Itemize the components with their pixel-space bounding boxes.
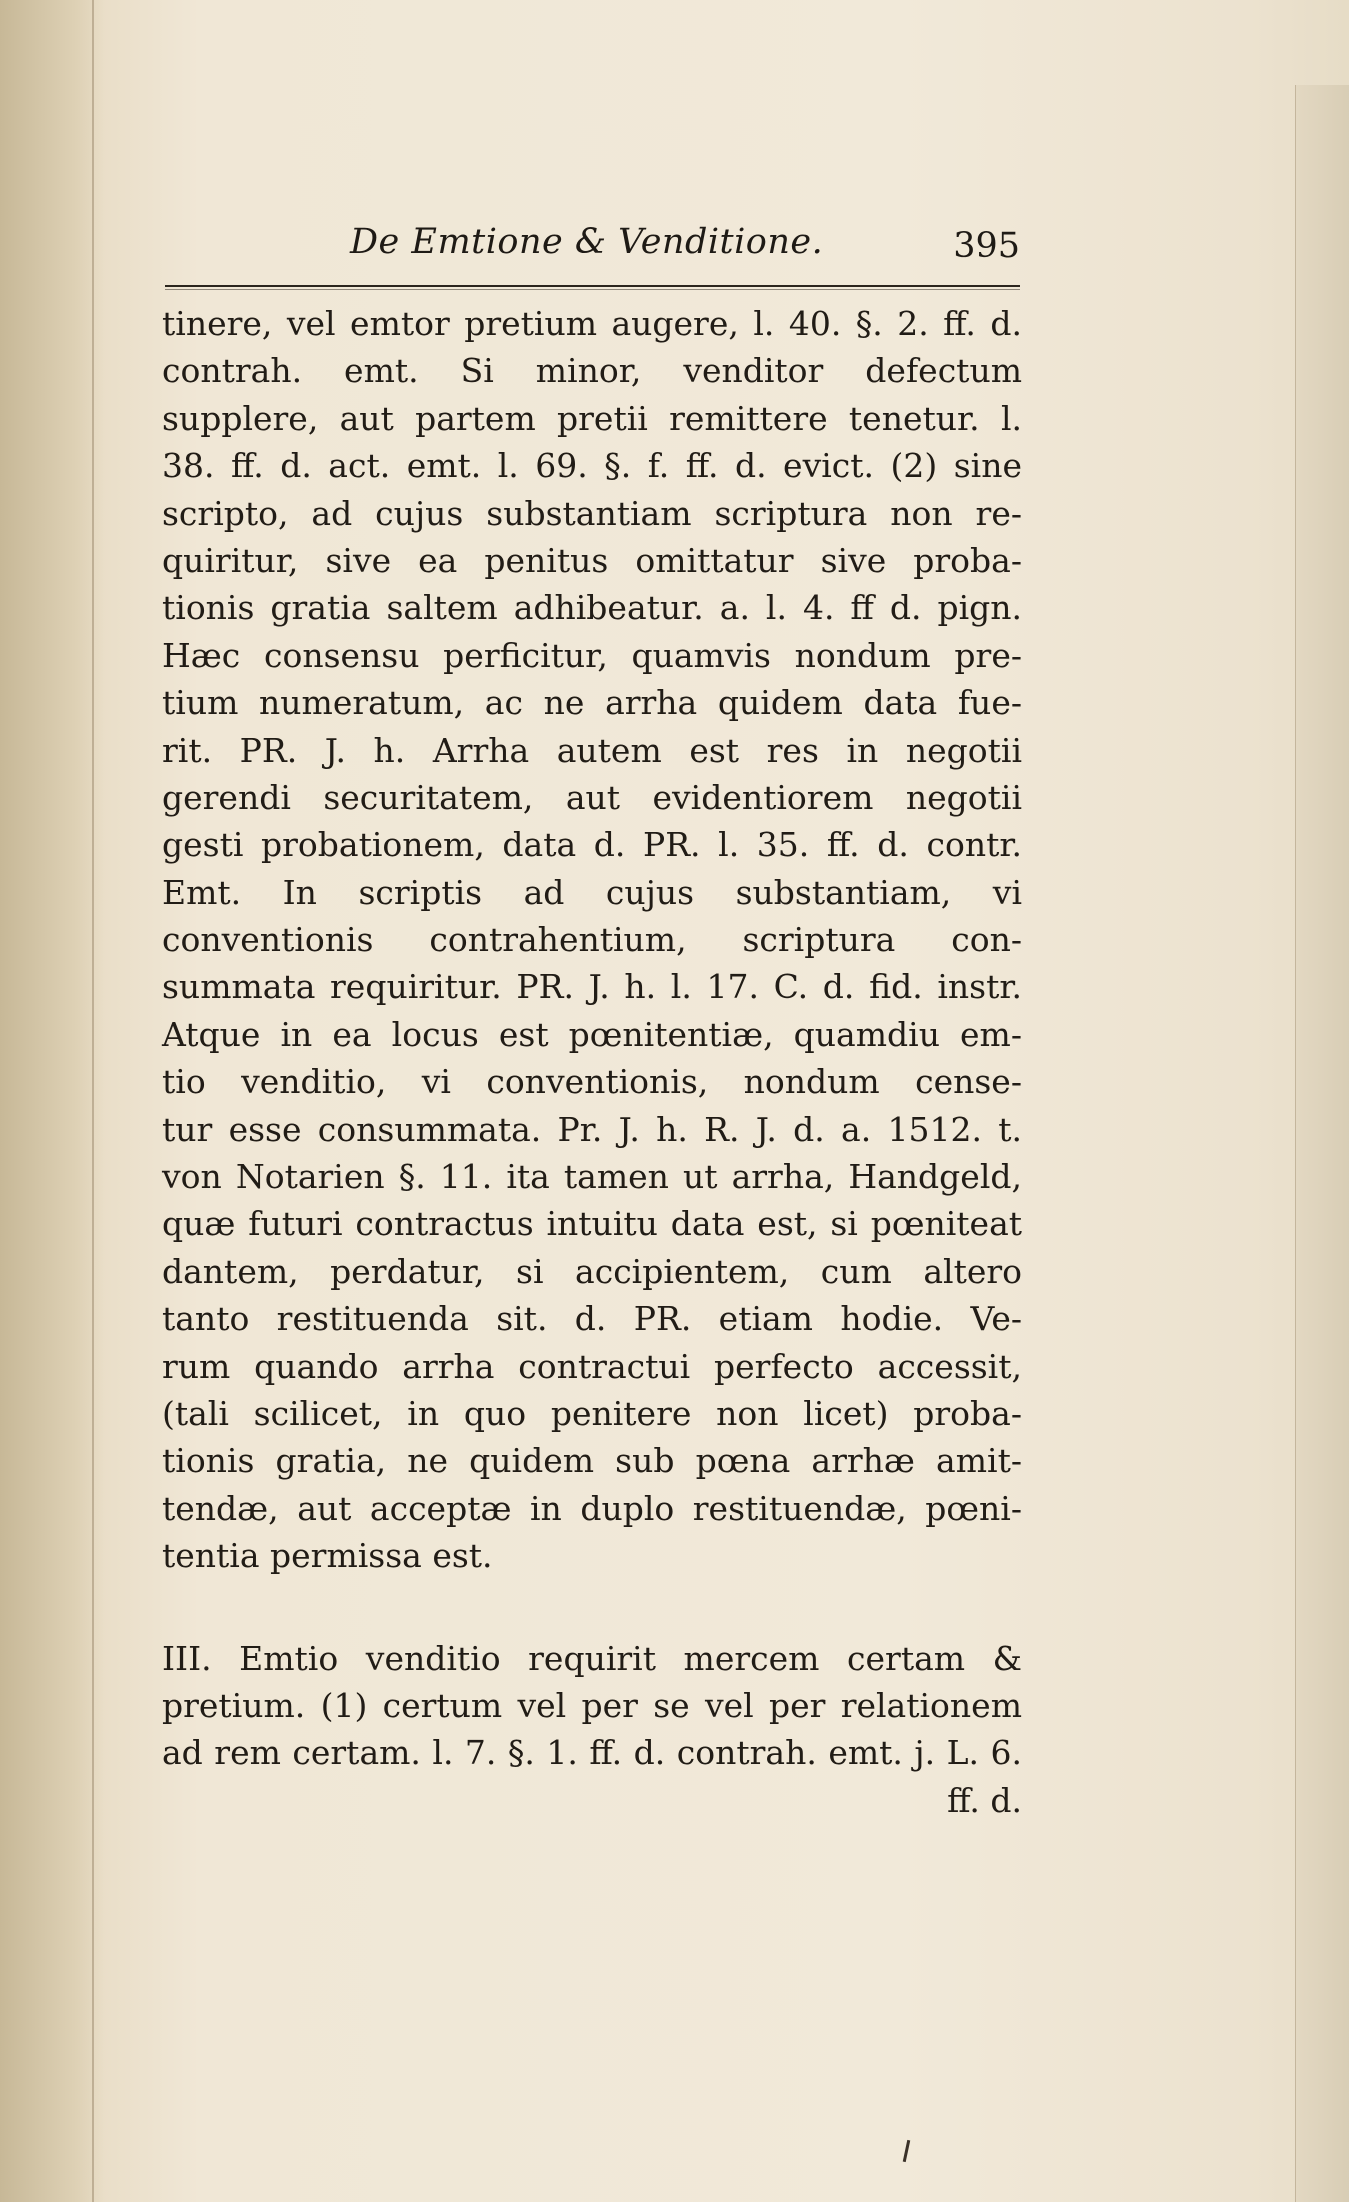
header-rule-thin	[165, 289, 1020, 290]
page-gutter-shadow	[0, 0, 105, 2202]
section-iii-line: ad rem certam. l. 7. §. 1. ff. d. contrah. emt. j. L. 6.	[162, 1733, 1022, 1773]
text-line: tentia permissa est.	[162, 1536, 493, 1576]
section-iii-line: III. Emtio venditio requirit mercem certam &	[162, 1638, 1022, 1678]
running-head	[150, 222, 1020, 282]
text-line: scripto, ad cujus substantiam scriptura non re-	[162, 493, 1022, 533]
text-line: rit. PR. J. h. Arrha autem est res in negotii	[162, 730, 1022, 770]
text-line: supplere, aut partem pretii remittere tenetur. l.	[162, 398, 1022, 438]
text-line: summata requiritur. PR. J. h. l. 17. C. d. fid. instr.	[162, 967, 1022, 1007]
ink-mark	[903, 2140, 911, 2162]
header-rule	[165, 285, 1020, 287]
text-line: contrah. emt. Si minor, venditor defectum	[162, 351, 1022, 391]
text-line: (tali scilicet, in quo penitere non licet) proba-	[162, 1393, 1022, 1433]
binding-edge	[92, 0, 94, 2202]
text-line: quiritur, sive ea penitus omittatur sive proba-	[162, 540, 1022, 580]
text-line: tionis gratia saltem adhibeatur. a. l. 4. ff d. pign.	[162, 588, 1022, 628]
text-line: rum quando arrha contractui perfecto accessit,	[162, 1346, 1022, 1386]
text-line: tium numeratum, ac ne arrha quidem data fue-	[162, 683, 1022, 723]
text-line: tur esse consummata. Pr. J. h. R. J. d. a. 1512. t.	[162, 1109, 1022, 1149]
text-line: tendæ, aut acceptæ in duplo restituendæ, pœni-	[162, 1488, 1022, 1528]
text-line: tinere, vel emtor pretium augere, l. 40. §. 2. ff. d.	[162, 304, 1022, 343]
text-line: 38. ff. d. act. emt. l. 69. §. f. ff. d. evict. (2) sine	[162, 446, 1022, 486]
section-iii-line: pretium. (1) certum vel per se vel per relationem	[162, 1685, 1022, 1725]
text-line: gesti probationem, data d. PR. l. 35. ff. d. contr.	[162, 825, 1022, 865]
section-iii-line: ff. d.	[947, 1780, 1022, 1820]
text-line: Atque in ea locus est pœnitentiæ, quamdiu em-	[162, 1014, 1022, 1054]
page-number: 395	[953, 226, 1020, 266]
paragraph-gap	[162, 1580, 1022, 1635]
text-line: tio venditio, vi conventionis, nondum cense-	[162, 1062, 1022, 1102]
text-line: dantem, perdatur, si accipientem, cum altero	[162, 1251, 1022, 1291]
text-line: tanto restituenda sit. d. PR. etiam hodie. Ve-	[162, 1299, 1022, 1339]
text-line: tionis gratia, ne quidem sub pœna arrhæ amit-	[162, 1441, 1022, 1481]
running-title: De Emtione & Venditione.	[350, 222, 824, 262]
text-line: Hæc consensu perficitur, quamvis nondum pre-	[162, 635, 1022, 675]
text-line: conventionis contrahentium, scriptura con-	[162, 920, 1022, 960]
text-line: von Notarien §. 11. ita tamen ut arrha, Handgeld,	[162, 1157, 1022, 1197]
body-text	[162, 300, 1022, 1824]
text-line: gerendi securitatem, aut evidentiorem negotii	[162, 777, 1022, 817]
text-line: Emt. In scriptis ad cujus substantiam, vi	[162, 872, 1022, 912]
next-page-edge	[1295, 85, 1349, 2202]
text-line: quæ futuri contractus intuitu data est, si pœniteat	[162, 1204, 1022, 1244]
